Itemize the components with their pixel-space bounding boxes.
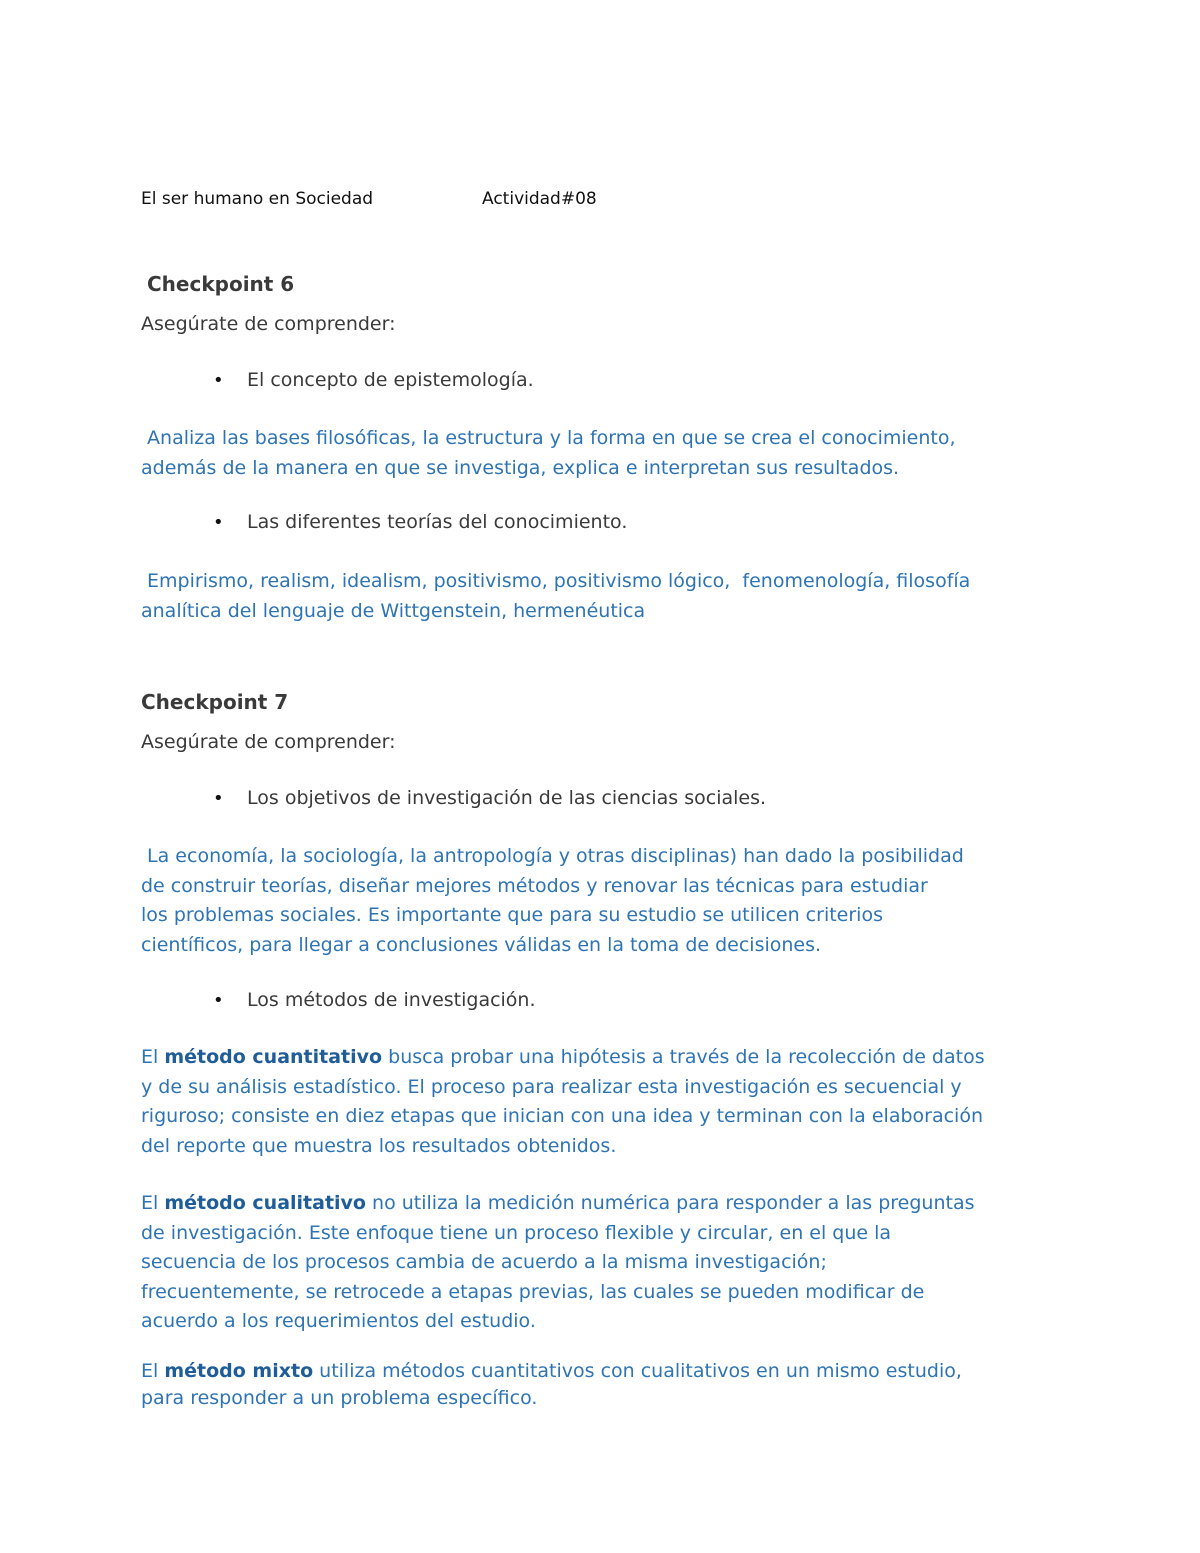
answer-line: científicos, para llegar a conclusiones válidas en la toma de decisiones. — [141, 933, 822, 956]
bullet-text: Los objetivos de investigación de las ciencias sociales. — [247, 787, 767, 809]
answer-line: frecuentemente, se retrocede a etapas previas, las cuales se pueden modificar de — [141, 1280, 925, 1303]
answer-line: además de la manera en que se investiga, explica e interpretan sus resultados. — [141, 456, 900, 479]
bullet-text: El concepto de epistemología. — [247, 369, 534, 391]
bullet-icon: • — [213, 512, 224, 533]
text-prefix: El — [141, 1192, 165, 1214]
answer-line: del reporte que muestra los resultados obtenidos. — [141, 1134, 617, 1157]
method-term: método mixto — [164, 1360, 314, 1382]
answer-line: secuencia de los procesos cambia de acuerdo a la misma investigación; — [141, 1251, 827, 1273]
answer-line: los problemas sociales. Es importante que para su estudio se utilicen criterios — [141, 904, 883, 926]
answer-line: La economía, la sociología, la antropología y otras disciplinas) han dado la posibilidad — [141, 845, 964, 867]
checkpoint-6-heading: Checkpoint 6 — [147, 272, 295, 296]
document-header — [141, 189, 597, 209]
answer-line: analítica del lenguaje de Wittgenstein, hermenéutica — [141, 599, 646, 622]
text-prefix: El — [141, 1046, 165, 1068]
answer-line — [141, 1358, 1071, 1385]
qualitative-method-paragraph — [141, 1189, 1071, 1337]
checkpoint-6-answer-1 — [141, 424, 1071, 483]
answer-line: de investigación. Este enfoque tiene un proceso flexible y circular, en el que la — [141, 1221, 892, 1244]
answer-line: Analiza las bases filosóficas, la estructura y la forma en que se crea el conocimiento, — [141, 427, 956, 449]
course-title: El ser humano en Sociedad — [141, 189, 374, 209]
checkpoint-6-answer-2 — [141, 567, 1071, 626]
checkpoint-6-intro: Asegúrate de comprender: — [141, 313, 396, 335]
answer-line: acuerdo a los requerimientos del estudio. — [141, 1310, 536, 1332]
bullet-text: Los métodos de investigación. — [247, 989, 536, 1011]
bullet-icon: • — [213, 370, 224, 391]
quantitative-method-paragraph — [141, 1043, 1071, 1161]
answer-line — [141, 1189, 1071, 1219]
answer-line — [141, 1043, 1071, 1073]
bullet-text: Las diferentes teorías del conocimiento. — [247, 511, 628, 533]
activity-label: Actividad#08 — [482, 189, 597, 209]
answer-line: de construir teorías, diseñar mejores métodos y renovar las técnicas para estudiar — [141, 874, 928, 897]
text-rest: utiliza métodos cuantitativos con cualitativos en un mismo estudio, — [313, 1360, 962, 1382]
checkpoint-7-bullet-2 — [213, 989, 536, 1011]
checkpoint-7-heading: Checkpoint 7 — [141, 690, 289, 714]
checkpoint-6-bullet-2 — [213, 511, 627, 533]
method-term: método cualitativo — [164, 1192, 366, 1214]
method-term: método cuantitativo — [164, 1046, 383, 1068]
checkpoint-7-answer-1 — [141, 842, 1071, 960]
answer-line: riguroso; consiste en diez etapas que inician con una idea y terminan con la elaboración — [141, 1105, 984, 1127]
text-rest: busca probar una hipótesis a través de la recolección de datos — [382, 1046, 985, 1068]
checkpoint-7-bullet-1 — [213, 787, 766, 809]
text-prefix: El — [141, 1360, 165, 1382]
text-rest: no utiliza la medición numérica para responder a las preguntas — [366, 1192, 975, 1214]
answer-line: Empirismo, realism, idealism, positivismo, positivismo lógico, fenomenología, filosofía — [141, 570, 971, 592]
bullet-icon: • — [213, 788, 224, 809]
checkpoint-7-intro: Asegúrate de comprender: — [141, 731, 396, 753]
answer-line: y de su análisis estadístico. El proceso para realizar esta investigación es secuencial y — [141, 1075, 962, 1098]
mixed-method-paragraph — [141, 1358, 1071, 1412]
bullet-icon: • — [213, 990, 224, 1011]
answer-line: para responder a un problema específico. — [141, 1387, 538, 1409]
checkpoint-6-bullet-1 — [213, 369, 534, 391]
